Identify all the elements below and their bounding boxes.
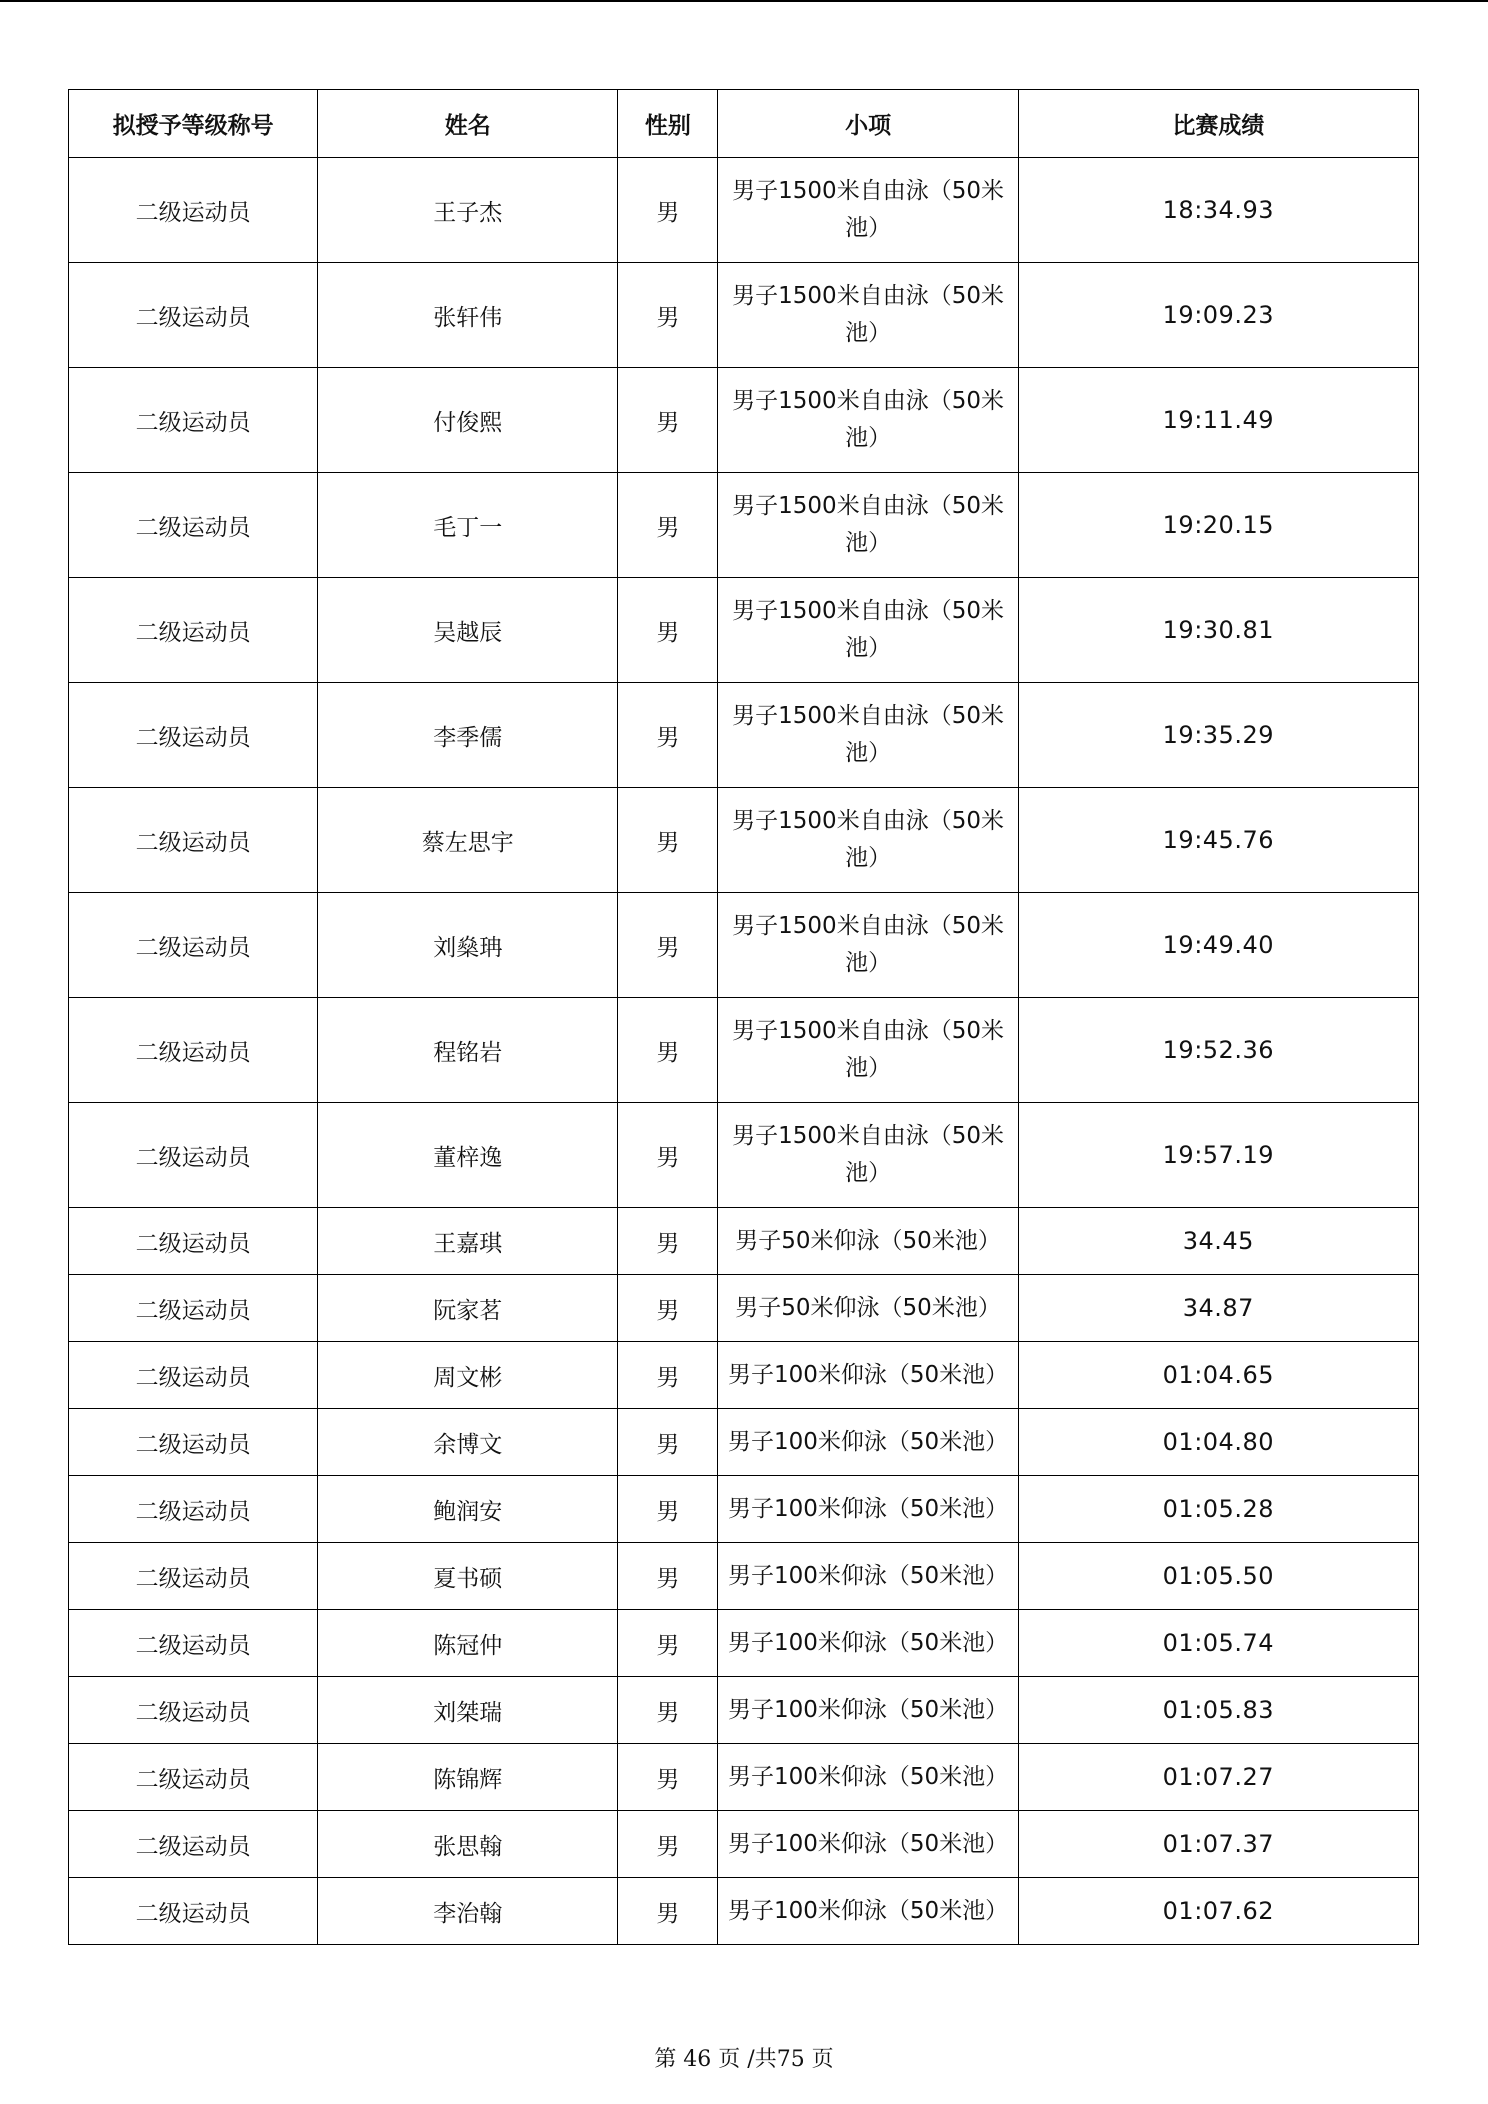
cell-event: 男子100米仰泳（50米池） bbox=[718, 1543, 1018, 1610]
cell-event: 男子100米仰泳（50米池） bbox=[718, 1878, 1018, 1945]
cell-title: 二级运动员 bbox=[69, 1610, 318, 1677]
cell-result: 34.45 bbox=[1018, 1208, 1418, 1275]
cell-result: 19:20.15 bbox=[1018, 473, 1418, 578]
cell-event: 男子1500米自由泳（50米池） bbox=[718, 998, 1018, 1103]
cell-event: 男子1500米自由泳（50米池） bbox=[718, 683, 1018, 788]
cell-event: 男子1500米自由泳（50米池） bbox=[718, 473, 1018, 578]
table-row bbox=[69, 683, 1419, 788]
table-row bbox=[69, 368, 1419, 473]
cell-gender: 男 bbox=[618, 1275, 718, 1342]
cell-gender: 男 bbox=[618, 1878, 718, 1945]
cell-title: 二级运动员 bbox=[69, 158, 318, 263]
cell-result: 19:09.23 bbox=[1018, 263, 1418, 368]
cell-gender: 男 bbox=[618, 788, 718, 893]
cell-result: 34.87 bbox=[1018, 1275, 1418, 1342]
cell-name: 陈锦辉 bbox=[318, 1744, 618, 1811]
cell-name: 李治翰 bbox=[318, 1878, 618, 1945]
cell-name: 陈冠仲 bbox=[318, 1610, 618, 1677]
cell-title: 二级运动员 bbox=[69, 1275, 318, 1342]
cell-result: 01:07.37 bbox=[1018, 1811, 1418, 1878]
table-row bbox=[69, 1103, 1419, 1208]
cell-result: 01:05.74 bbox=[1018, 1610, 1418, 1677]
cell-title: 二级运动员 bbox=[69, 1342, 318, 1409]
cell-event: 男子1500米自由泳（50米池） bbox=[718, 788, 1018, 893]
cell-name: 周文彬 bbox=[318, 1342, 618, 1409]
cell-gender: 男 bbox=[618, 263, 718, 368]
cell-title: 二级运动员 bbox=[69, 1811, 318, 1878]
cell-gender: 男 bbox=[618, 683, 718, 788]
cell-title: 二级运动员 bbox=[69, 1476, 318, 1543]
page-top-border bbox=[0, 0, 1488, 2]
cell-title: 二级运动员 bbox=[69, 368, 318, 473]
cell-name: 付俊熙 bbox=[318, 368, 618, 473]
cell-title: 二级运动员 bbox=[69, 1878, 318, 1945]
table-header bbox=[69, 90, 1419, 158]
cell-title: 二级运动员 bbox=[69, 788, 318, 893]
table-row bbox=[69, 1476, 1419, 1543]
cell-result: 19:35.29 bbox=[1018, 683, 1418, 788]
table-row bbox=[69, 1811, 1419, 1878]
cell-event: 男子1500米自由泳（50米池） bbox=[718, 893, 1018, 998]
cell-name: 张思翰 bbox=[318, 1811, 618, 1878]
cell-event: 男子50米仰泳（50米池） bbox=[718, 1208, 1018, 1275]
table-row bbox=[69, 1275, 1419, 1342]
cell-gender: 男 bbox=[618, 1208, 718, 1275]
cell-name: 刘燊珃 bbox=[318, 893, 618, 998]
cell-gender: 男 bbox=[618, 1744, 718, 1811]
cell-gender: 男 bbox=[618, 1543, 718, 1610]
cell-event: 男子100米仰泳（50米池） bbox=[718, 1811, 1018, 1878]
cell-name: 吴越辰 bbox=[318, 578, 618, 683]
table-row bbox=[69, 1677, 1419, 1744]
header-result: 比赛成绩 bbox=[1018, 90, 1418, 158]
cell-gender: 男 bbox=[618, 158, 718, 263]
cell-event: 男子100米仰泳（50米池） bbox=[718, 1409, 1018, 1476]
cell-event: 男子100米仰泳（50米池） bbox=[718, 1342, 1018, 1409]
cell-title: 二级运动员 bbox=[69, 473, 318, 578]
cell-name: 阮家茗 bbox=[318, 1275, 618, 1342]
header-gender: 性别 bbox=[618, 90, 718, 158]
cell-result: 01:05.83 bbox=[1018, 1677, 1418, 1744]
cell-result: 01:07.27 bbox=[1018, 1744, 1418, 1811]
header-name: 姓名 bbox=[318, 90, 618, 158]
table-row bbox=[69, 893, 1419, 998]
cell-gender: 男 bbox=[618, 893, 718, 998]
cell-title: 二级运动员 bbox=[69, 578, 318, 683]
cell-title: 二级运动员 bbox=[69, 1409, 318, 1476]
page-number: 第 46 页 /共75 页 bbox=[654, 2047, 834, 2072]
table-row bbox=[69, 998, 1419, 1103]
cell-name: 李季儒 bbox=[318, 683, 618, 788]
cell-event: 男子100米仰泳（50米池） bbox=[718, 1677, 1018, 1744]
cell-event: 男子100米仰泳（50米池） bbox=[718, 1744, 1018, 1811]
cell-gender: 男 bbox=[618, 1610, 718, 1677]
cell-name: 王子杰 bbox=[318, 158, 618, 263]
cell-name: 鲍润安 bbox=[318, 1476, 618, 1543]
cell-title: 二级运动员 bbox=[69, 1543, 318, 1610]
cell-gender: 男 bbox=[618, 368, 718, 473]
cell-result: 01:07.62 bbox=[1018, 1878, 1418, 1945]
cell-gender: 男 bbox=[618, 1476, 718, 1543]
cell-name: 毛丁一 bbox=[318, 473, 618, 578]
cell-gender: 男 bbox=[618, 998, 718, 1103]
cell-result: 19:52.36 bbox=[1018, 998, 1418, 1103]
cell-result: 19:57.19 bbox=[1018, 1103, 1418, 1208]
table-row bbox=[69, 473, 1419, 578]
cell-name: 王嘉琪 bbox=[318, 1208, 618, 1275]
table-row bbox=[69, 263, 1419, 368]
cell-gender: 男 bbox=[618, 578, 718, 683]
cell-gender: 男 bbox=[618, 1409, 718, 1476]
cell-title: 二级运动员 bbox=[69, 263, 318, 368]
cell-title: 二级运动员 bbox=[69, 893, 318, 998]
cell-title: 二级运动员 bbox=[69, 1103, 318, 1208]
cell-name: 程铭岩 bbox=[318, 998, 618, 1103]
table-row bbox=[69, 1878, 1419, 1945]
cell-event: 男子1500米自由泳（50米池） bbox=[718, 158, 1018, 263]
cell-result: 18:34.93 bbox=[1018, 158, 1418, 263]
table-row bbox=[69, 1744, 1419, 1811]
cell-result: 01:04.80 bbox=[1018, 1409, 1418, 1476]
cell-gender: 男 bbox=[618, 1811, 718, 1878]
table-row bbox=[69, 1342, 1419, 1409]
cell-result: 19:45.76 bbox=[1018, 788, 1418, 893]
cell-result: 19:11.49 bbox=[1018, 368, 1418, 473]
header-row bbox=[69, 90, 1419, 158]
cell-name: 刘桀瑞 bbox=[318, 1677, 618, 1744]
cell-gender: 男 bbox=[618, 1103, 718, 1208]
cell-result: 01:05.50 bbox=[1018, 1543, 1418, 1610]
cell-name: 蔡左思宇 bbox=[318, 788, 618, 893]
cell-title: 二级运动员 bbox=[69, 1744, 318, 1811]
cell-event: 男子1500米自由泳（50米池） bbox=[718, 263, 1018, 368]
header-title: 拟授予等级称号 bbox=[69, 90, 318, 158]
cell-event: 男子50米仰泳（50米池） bbox=[718, 1275, 1018, 1342]
cell-event: 男子1500米自由泳（50米池） bbox=[718, 1103, 1018, 1208]
cell-name: 夏书硕 bbox=[318, 1543, 618, 1610]
cell-event: 男子100米仰泳（50米池） bbox=[718, 1610, 1018, 1677]
cell-event: 男子1500米自由泳（50米池） bbox=[718, 368, 1018, 473]
table-row bbox=[69, 1208, 1419, 1275]
cell-gender: 男 bbox=[618, 1677, 718, 1744]
cell-name: 董梓逸 bbox=[318, 1103, 618, 1208]
table-row bbox=[69, 1409, 1419, 1476]
table-row bbox=[69, 158, 1419, 263]
cell-name: 余博文 bbox=[318, 1409, 618, 1476]
cell-name: 张轩伟 bbox=[318, 263, 618, 368]
cell-result: 19:30.81 bbox=[1018, 578, 1418, 683]
header-event: 小项 bbox=[718, 90, 1018, 158]
table-row bbox=[69, 1610, 1419, 1677]
cell-title: 二级运动员 bbox=[69, 1208, 318, 1275]
cell-title: 二级运动员 bbox=[69, 998, 318, 1103]
cell-title: 二级运动员 bbox=[69, 683, 318, 788]
cell-event: 男子1500米自由泳（50米池） bbox=[718, 578, 1018, 683]
cell-result: 01:04.65 bbox=[1018, 1342, 1418, 1409]
cell-gender: 男 bbox=[618, 1342, 718, 1409]
cell-result: 01:05.28 bbox=[1018, 1476, 1418, 1543]
table-body bbox=[69, 158, 1419, 1945]
cell-gender: 男 bbox=[618, 473, 718, 578]
table-row bbox=[69, 1543, 1419, 1610]
table-row bbox=[69, 788, 1419, 893]
cell-title: 二级运动员 bbox=[69, 1677, 318, 1744]
table-row bbox=[69, 578, 1419, 683]
cell-event: 男子100米仰泳（50米池） bbox=[718, 1476, 1018, 1543]
cell-result: 19:49.40 bbox=[1018, 893, 1418, 998]
athlete-rating-table bbox=[68, 89, 1419, 1945]
